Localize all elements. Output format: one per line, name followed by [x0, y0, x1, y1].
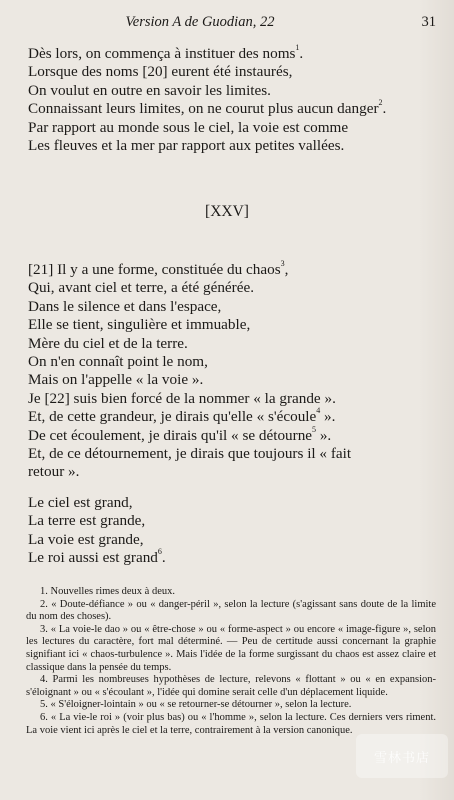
verse-text: Et, de cette grandeur, je dirais qu'elle « s'écoule — [28, 408, 317, 426]
verse-line — [28, 298, 433, 316]
verse-line — [28, 316, 433, 334]
verse-line — [28, 549, 433, 567]
verse-line — [28, 390, 433, 408]
verse-text: La terre est grande, — [28, 512, 146, 530]
verse-tail: . — [382, 100, 387, 118]
verse-tail: , — [284, 261, 289, 278]
footnote-ref: 1 — [295, 43, 300, 52]
running-title: Version A de Guodian, 22 — [125, 14, 275, 30]
footnote-ref: 5 — [312, 424, 317, 434]
verse-text: Le roi aussi est grand — [28, 549, 158, 567]
verse-line — [28, 82, 433, 100]
footnote-item: 4. Parmi les nombreuses hypothèses de lecture, relevons « flottant » ou « en expansion-s'éloignant » ou « s'écoulant », l'idée qui domine serait celle d'un déplacement liquide. — [26, 674, 436, 698]
verse-line — [28, 137, 433, 155]
verse-tail: . — [161, 549, 166, 567]
verse-stanza-1 — [28, 45, 433, 155]
verse-text: On n'en connaît point le nom, — [28, 353, 208, 371]
verse-line — [28, 100, 433, 118]
verse-line — [28, 279, 433, 297]
verse-text: Dans le silence et dans l'espace, — [28, 297, 222, 315]
footnote-item: 1. Nouvelles rimes deux à deux. — [40, 586, 176, 597]
verse-text: Et, de ce détournement, je dirais que toujours il « fait — [28, 445, 352, 463]
verse-text: Qui, avant ciel et terre, a été générée. — [28, 279, 254, 297]
verse-stanza-3 — [28, 494, 433, 568]
verse-text: Connaissant leurs limites, on ne courut plus aucun danger — [28, 100, 379, 118]
verse-text: Lorsque des noms [20] eurent été instaurés, — [28, 63, 293, 81]
verse-line — [28, 408, 433, 426]
verse-text: Elle se tient, singulière et immuable, — [28, 316, 251, 334]
verse-text: retour ». — [28, 463, 80, 481]
verse-line — [28, 63, 433, 81]
verse-tail: ». — [320, 408, 336, 426]
verse-text: Dès lors, on commença à instituer des noms — [28, 45, 296, 62]
library-stamp: 雪林书店 — [356, 734, 448, 778]
verse-text: De cet écoulement, je dirais qu'il « se détourne — [28, 426, 313, 444]
footnote-item: 3. « La voie-le dao » ou « être-chose » ou « forme-aspect » ou encore « image-figure », selon les lectures du caractère, fort mal déterminé. — Peu de certitude aussi concernant la graphie signifiant ici « chaos-turbulence ». Mais l'idée de la forme surgissant du chaos est assez claire et classique dans la pensée du temps. — [26, 623, 436, 673]
footnote-ref: 2 — [378, 98, 383, 108]
verse-text: La voie est grande, — [28, 530, 144, 548]
footnote-item: 2. « Doute-défiance » ou « danger-péril », selon la lecture (s'agissant sans doute de la limite du nom des choses). — [26, 598, 436, 623]
verse-text: Par rapport au monde sous le ciel, la voie est comme — [28, 118, 349, 136]
verse-line — [28, 261, 433, 279]
footnote-ref: 3 — [280, 259, 285, 268]
verse-line — [28, 463, 433, 481]
verse-line — [28, 512, 433, 530]
verse-line — [28, 445, 433, 463]
verse-text: [21] Il y a une forme, constituée du chaos — [28, 261, 281, 278]
verse-line — [28, 494, 433, 512]
footnote-ref: 6 — [157, 547, 162, 557]
verse-tail: ». — [316, 426, 332, 444]
footnote-ref: 4 — [316, 406, 321, 416]
footnotes — [26, 586, 436, 737]
verse-text: Mais on l'appelle « la voie ». — [28, 371, 204, 389]
page-number: 31 — [421, 14, 436, 30]
verse-line — [28, 353, 433, 371]
verse-text: Mère du ciel et de la terre. — [28, 334, 188, 352]
verse-text: Les fleuves et la mer par rapport aux petites vallées. — [28, 137, 345, 155]
verse-stanza-2 — [28, 261, 433, 482]
verse-line — [28, 531, 433, 549]
page-header — [0, 14, 454, 34]
verse-line — [28, 119, 433, 137]
verse-text: On voulut en outre en savoir les limites. — [28, 81, 271, 99]
footnote-item: 6. « La vie-le roi » (voir plus bas) ou « l'homme », selon la lecture. Ces derniers vers riment. La voie vient ici après le ciel et la terre, contrairement à la version canonique. — [26, 711, 436, 736]
section-heading: [XXV] — [205, 203, 249, 220]
verse-line — [28, 424, 433, 445]
footnote-item: 5. « S'éloigner-lointain » ou « se retourner-se détourner », selon la lecture. — [40, 699, 352, 711]
verse-line — [28, 335, 433, 353]
verse-tail: . — [299, 45, 304, 62]
verse-line — [28, 45, 433, 63]
verse-text: Je [22] suis bien forcé de la nommer « la grande ». — [28, 389, 336, 407]
verse-text: Le ciel est grand, — [28, 494, 133, 511]
verse-line — [28, 371, 433, 389]
